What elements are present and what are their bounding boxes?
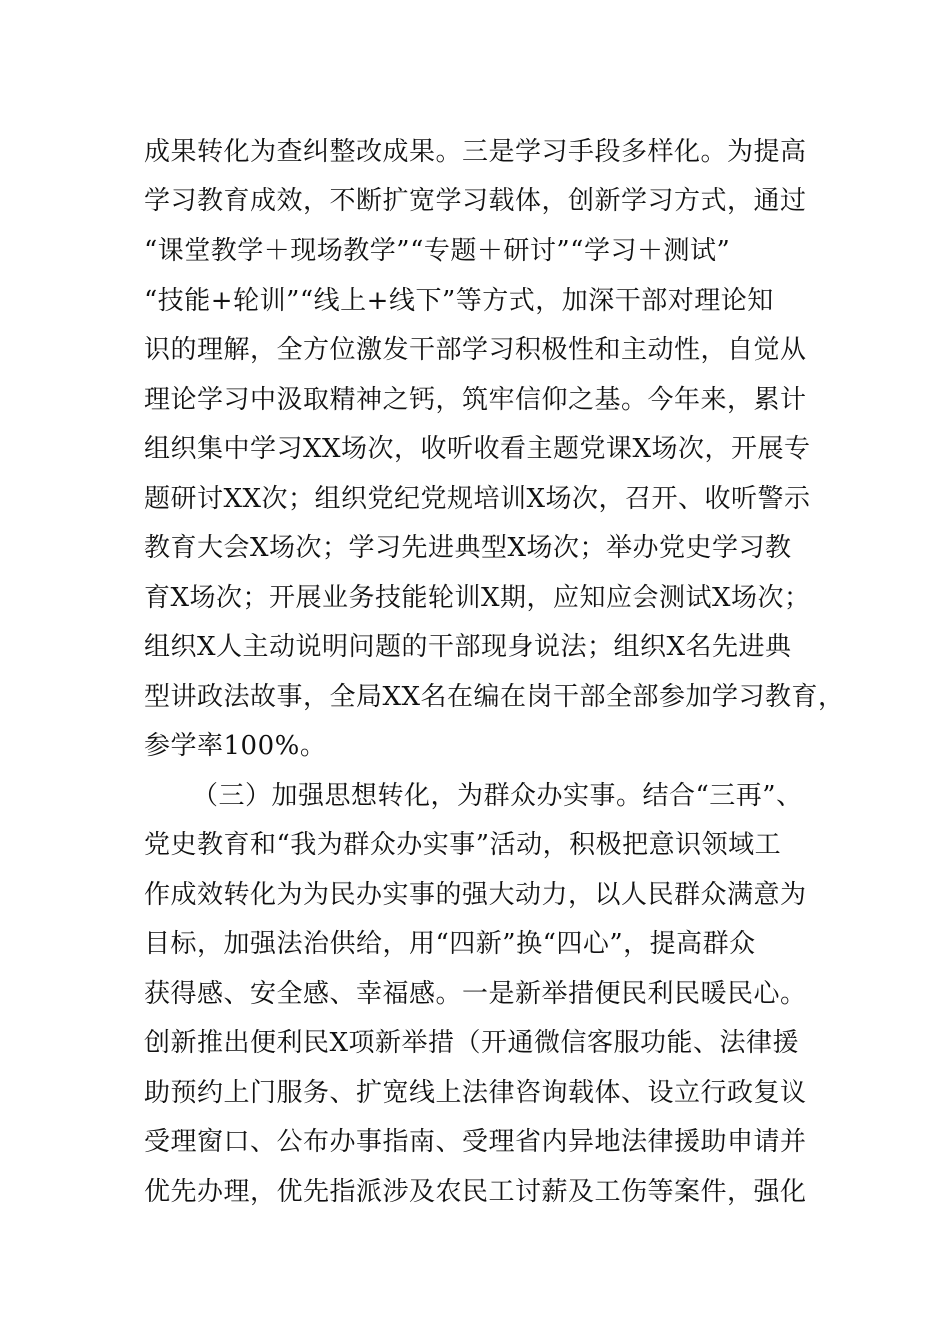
- text-line: 教育大会X场次；学习先进典型X场次；举办党史学习教: [144, 533, 792, 563]
- text-line: 参学率100%。: [144, 731, 327, 761]
- text-line: 作成效转化为为民办实事的强大动力，以人民群众满意为: [144, 880, 807, 910]
- text-line: “技能+轮训”“线上+线下”等方式，加深干部对理论知: [144, 286, 774, 316]
- text-line: 受理窗口、公布办事指南、受理省内异地法律援助申请并: [144, 1127, 807, 1157]
- text-line: 识的理解，全方位激发干部学习积极性和主动性，自觉从: [144, 335, 807, 365]
- text-line: 组织集中学习XX场次，收听收看主题党课X场次，开展专: [144, 434, 811, 464]
- text-line: 目标，加强法治供给，用“四新”换“四心”，提高群众: [144, 929, 756, 959]
- text-line: 理论学习中汲取精神之钙，筑牢信仰之基。今年来，累计: [144, 385, 807, 415]
- text-line: “课堂教学＋现场教学”“专题＋研讨”“学习＋测试”: [144, 236, 731, 266]
- text-line: 助预约上门服务、扩宽线上法律咨询载体、设立行政复议: [144, 1078, 807, 1108]
- text-line: 题研讨XX次；组织党纪党规培训X场次，召开、收听警示: [144, 484, 811, 514]
- text-line: 获得感、安全感、幸福感。一是新举措便民利民暖民心。: [144, 979, 807, 1009]
- text-line: 型讲政法故事，全局XX名在编在岗干部全部参加学习教育，: [144, 682, 845, 712]
- text-line: 学习教育成效，不断扩宽学习载体，创新学习方式，通过: [144, 186, 807, 216]
- text-line: 育X场次；开展业务技能轮训X期，应知应会测试X场次；: [144, 583, 811, 613]
- text-line: 优先办理，优先指派涉及农民工讨薪及工伤等案件，强化: [144, 1177, 807, 1207]
- text-line: 成果转化为查纠整改成果。三是学习手段多样化。为提高: [144, 137, 807, 167]
- text-line: 党史教育和“我为群众办实事”活动，积极把意识领域工: [144, 830, 782, 860]
- text-line: 组织X人主动说明问题的干部现身说法；组织X名先进典: [144, 632, 792, 662]
- text-line: 创新推出便利民X项新举措（开通微信客服功能、法律援: [144, 1028, 800, 1058]
- section-heading-line: （三）加强思想转化，为群众办实事。结合“三再”、: [192, 781, 803, 811]
